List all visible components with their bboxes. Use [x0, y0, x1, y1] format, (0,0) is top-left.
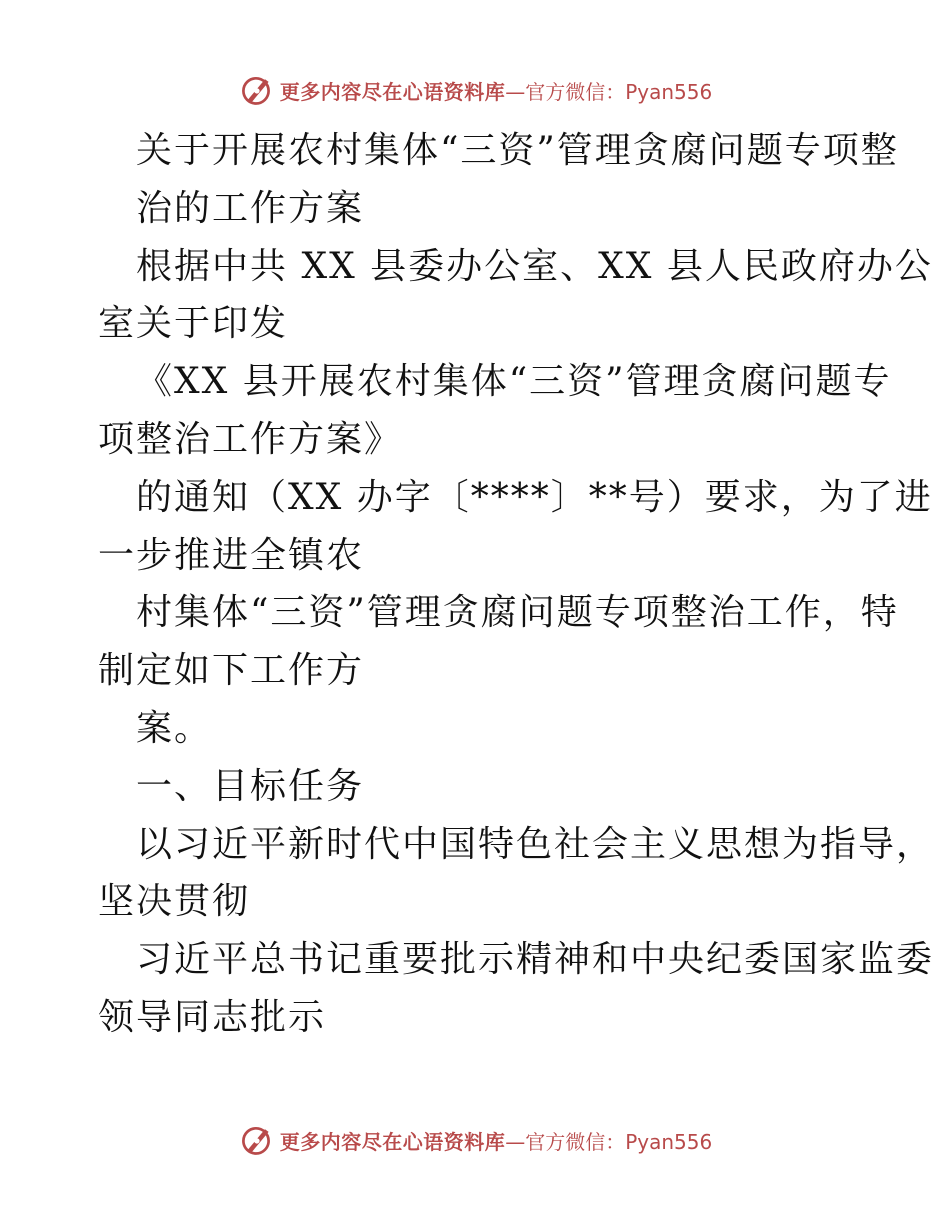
watermark-header	[0, 70, 950, 110]
watermark-wechat-text: —官方微信：Pyan556	[505, 79, 713, 104]
doc-line-3: 根据中共 XX 县委办公室、XX 县人民政府办公	[136, 245, 933, 287]
doc-line-4: 室关于印发	[98, 303, 289, 345]
doc-line-1: 关于开展农村集体“三资”管理贪腐问题专项整	[136, 130, 899, 171]
section-heading: 一、目标任务	[136, 765, 365, 807]
pen-circle-logo-icon	[238, 1122, 274, 1158]
watermark-wechat-text: —官方微信：Pyan556	[505, 1129, 713, 1154]
doc-line-8: 一步推进全镇农	[98, 534, 365, 576]
document-body	[98, 122, 935, 1047]
doc-line-5: 《XX 县开展农村集体“三资”管理贪腐问题专	[136, 361, 892, 403]
doc-line-10: 制定如下工作方	[98, 650, 365, 692]
doc-line-14: 坚决贯彻	[98, 881, 251, 923]
doc-line-9: 村集体“三资”管理贪腐问题专项整治工作，特	[136, 592, 899, 634]
doc-line-16: 领导同志批示	[98, 996, 327, 1038]
watermark-site-text: 更多内容尽在心语资料库	[279, 79, 506, 104]
pen-circle-logo-icon	[238, 72, 274, 108]
doc-line-6: 项整治工作方案》	[98, 418, 403, 460]
watermark-footer	[0, 1120, 950, 1160]
doc-line-11: 案。	[136, 707, 213, 749]
doc-line-13: 以习近平新时代中国特色社会主义思想为指导，	[136, 823, 935, 865]
doc-line-2: 治的工作方案	[136, 187, 365, 229]
watermark-site-text: 更多内容尽在心语资料库	[279, 1129, 506, 1154]
doc-line-15: 习近平总书记重要批示精神和中央纪委国家监委	[136, 939, 935, 981]
doc-line-7: 的通知（XX 办字〔****〕**号）要求，为了进	[136, 476, 933, 518]
